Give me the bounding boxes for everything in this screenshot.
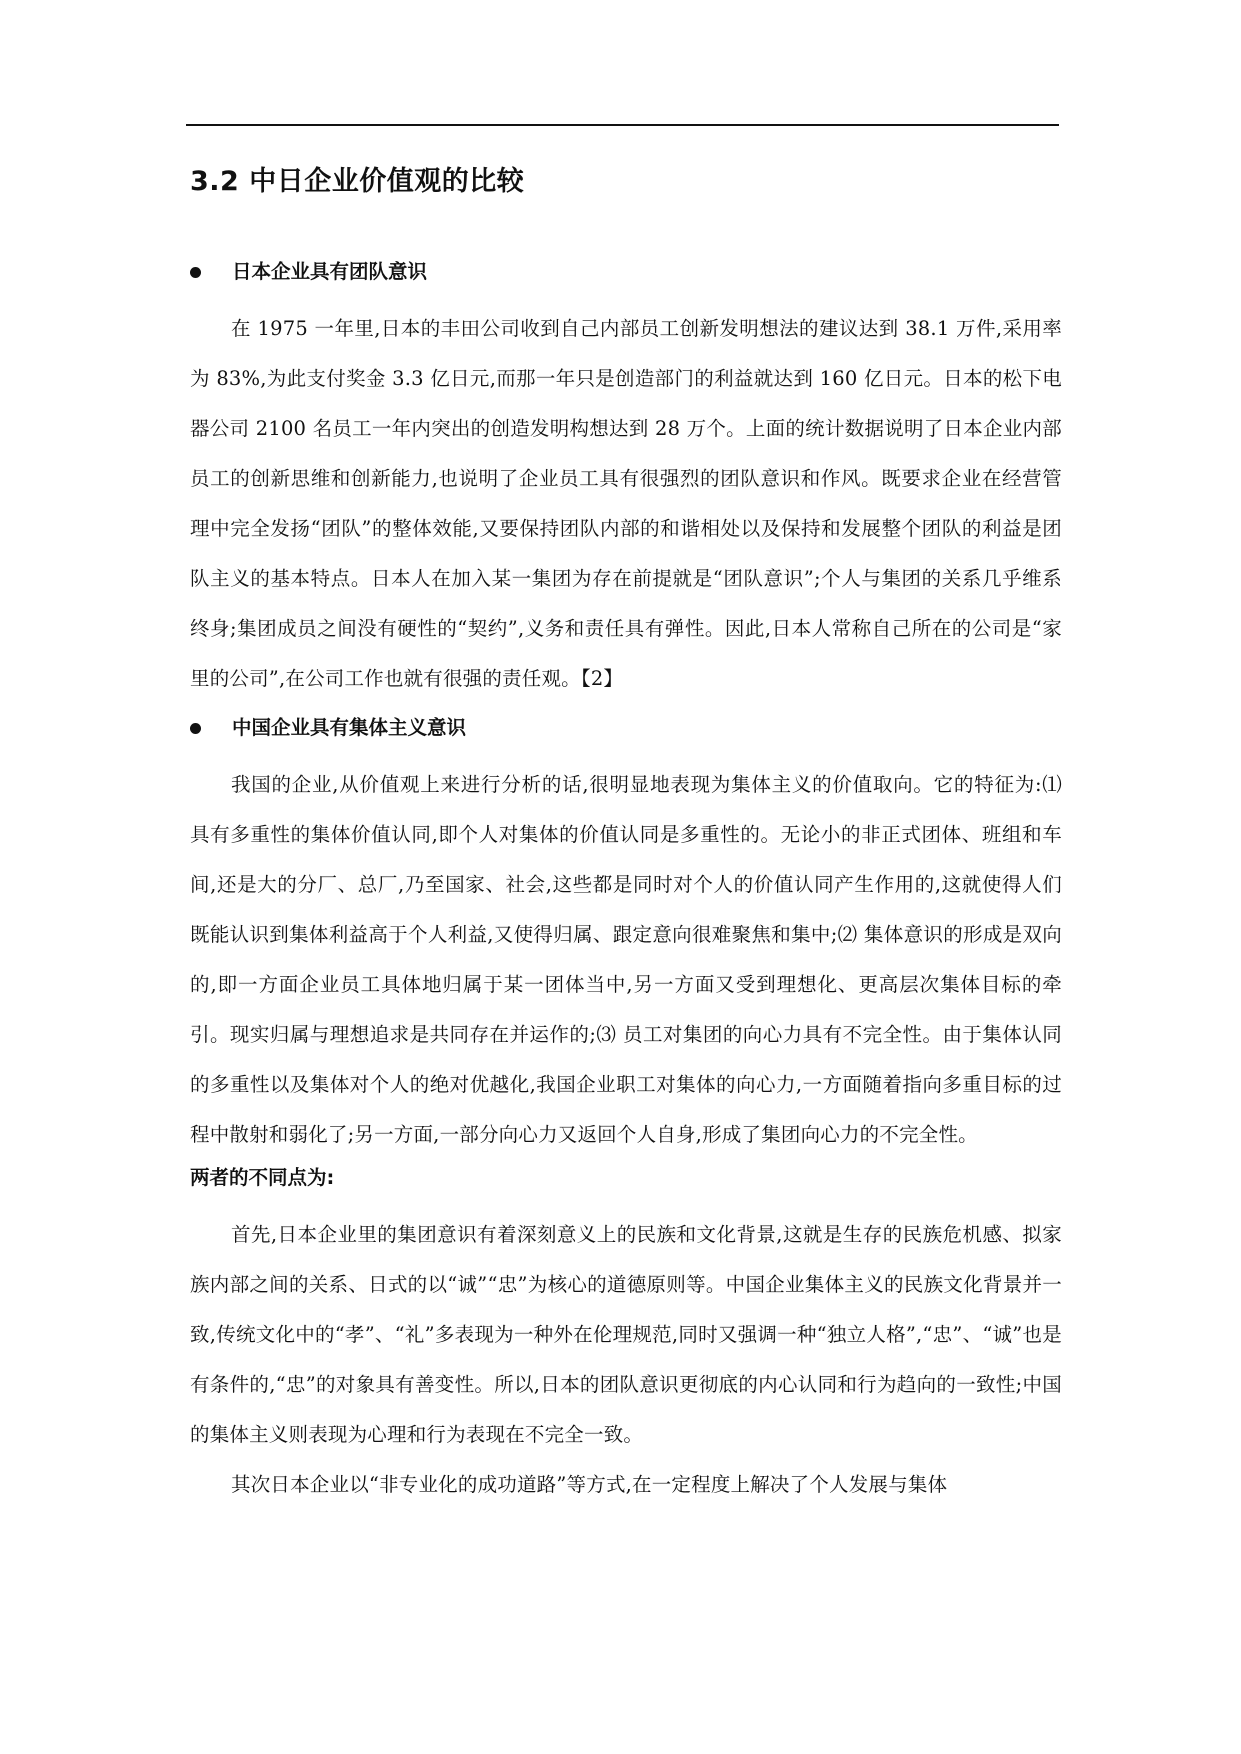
paragraph-china: 我国的企业,从价值观上来进行分析的话,很明显地表现为集体主义的价值取向。它的特征为:⑴ 具有多重性的集体价值认同,即个人对集体的价值认同是多重性的。无论小的非正式团体、班组和车间,还是大的分厂、总厂,乃至国家、社会,这些都是同时对个人的价值认同产生作用的,这就使得人们既能认识到集体利益高于个人利益,又使得归属、跟定意向很难聚焦和集中;⑵ 集体意识的形成是双向的,即一方面企业员工具体地归属于某一团体当中,另一方面又受到理想化、更高层次集体目标的牵引。现实归属与理想追求是共同存在并运作的;⑶ 员工对集团的向心力具有不完全性。由于集体认同的多重性以及集体对个人的绝对优越化,我国企业职工对集体的向心力,一方面随着指向多重目标的过程中散射和弱化了;另一方面,一部分向心力又返回个人自身,形成了集团向心力的不完全性。 bbox=[190, 773, 1062, 1146]
bullet-icon bbox=[190, 723, 201, 734]
header-rule bbox=[186, 124, 1059, 126]
heading-text: 中国企业具有集体主义意识 bbox=[232, 716, 467, 739]
document-body bbox=[190, 162, 1062, 1510]
section-title: 3.2 中日企业价值观的比较 bbox=[190, 166, 525, 197]
paragraph-differences-second: 其次日本企业以“非专业化的成功道路”等方式,在一定程度上解决了个人发展与集体 bbox=[231, 1473, 948, 1496]
bullet-heading-china bbox=[190, 710, 1062, 746]
paragraph-differences-first: 首先,日本企业里的集团意识有着深刻意义上的民族和文化背景,这就是生存的民族危机感、拟家族内部之间的关系、日式的以“诚”“忠”为核心的道德原则等。中国企业集体主义的民族文化背景并一致,传统文化中的“孝”、“礼”多表现为一种外在伦理规范,同时又强调一种“独立人格”,“忠”、“诚”也是有条件的,“忠”的对象具有善变性。所以,日本的团队意识更彻底的内心认同和行为趋向的一致性;中国的集体主义则表现为心理和行为表现在不完全一致。 bbox=[190, 1223, 1062, 1446]
bullet-icon bbox=[190, 267, 201, 278]
bullet-heading-japan bbox=[190, 254, 1062, 290]
paragraph-japan: 在 1975 一年里,日本的丰田公司收到自己内部员工创新发明想法的建议达到 38.1 万件,采用率为 83%,为此支付奖金 3.3 亿日元,而那一年只是创造部门的利益就达到 160 亿日元。日本的松下电器公司 2100 名员工一年内突出的创造发明构想达到 28 万个。上面的统计数据说明了日本企业内部员工的创新思维和创新能力,也说明了企业员工具有很强烈的团队意识和作风。既要求企业在经营管理中完全发扬“团队”的整体效能,又要保持团队内部的和谐相处以及保持和发展整个团队的利益是团队主义的基本特点。日本人在加入某一集团为存在前提就是“团队意识”;个人与集团的关系几乎维系终身;集团成员之间没有硬性的“契约”,义务和责任具有弹性。因此,日本人常称自己所在的公司是“家里的公司”,在公司工作也就有很强的责任观。【2】 bbox=[190, 317, 1062, 690]
heading-text: 日本企业具有团队意识 bbox=[232, 260, 428, 283]
differences-heading: 两者的不同点为: bbox=[190, 1166, 335, 1189]
